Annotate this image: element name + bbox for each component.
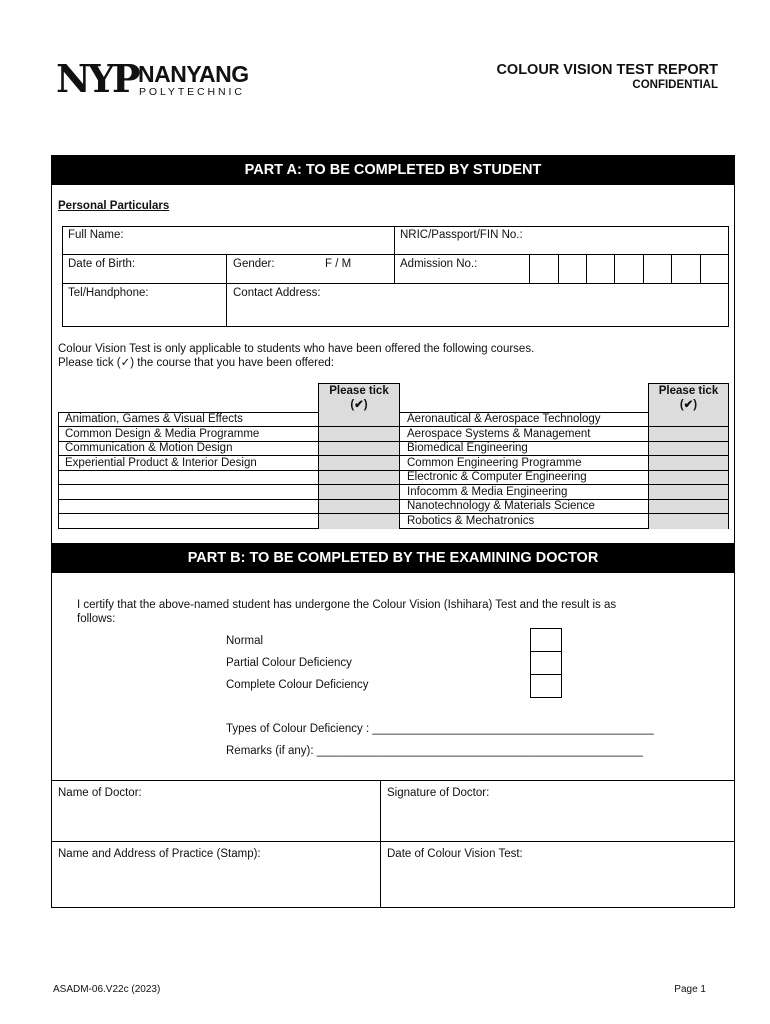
admission-no-field[interactable] bbox=[530, 256, 728, 282]
address-label: Contact Address: bbox=[233, 287, 321, 299]
tick-box-right-1[interactable] bbox=[649, 413, 728, 426]
gender-options[interactable]: F / M bbox=[325, 258, 352, 270]
form-code: ASADM-06.V22c (2023) bbox=[53, 984, 161, 995]
course-right-3: Biomedical Engineering bbox=[407, 442, 528, 454]
tick-box-right-7[interactable] bbox=[649, 500, 728, 513]
admission-label: Admission No.: bbox=[400, 258, 478, 270]
nanyang-logo-text: NANYANG bbox=[138, 61, 249, 87]
doctor-name-field[interactable] bbox=[53, 802, 378, 840]
course-right-2: Aerospace Systems & Management bbox=[407, 428, 591, 440]
address-field[interactable] bbox=[228, 302, 728, 326]
nyp-logo-mark: NYP bbox=[56, 56, 138, 101]
tick-box-left-4[interactable] bbox=[319, 456, 399, 469]
note-line-2: Please tick (✓) the course that you have been offered: bbox=[58, 357, 334, 369]
practice-field[interactable] bbox=[53, 864, 378, 906]
doctor-signature-field[interactable] bbox=[382, 802, 733, 840]
course-left-2: Common Design & Media Programme bbox=[65, 428, 260, 440]
personal-particulars-heading: Personal Particulars bbox=[58, 200, 170, 212]
practice-label: Name and Address of Practice (Stamp): bbox=[58, 848, 261, 860]
test-date-field[interactable] bbox=[382, 864, 733, 906]
tick-box-right-3[interactable] bbox=[649, 442, 728, 455]
tick-box-left-1[interactable] bbox=[319, 413, 399, 426]
tick-box-left-3[interactable] bbox=[319, 442, 399, 455]
course-left-3: Communication & Motion Design bbox=[65, 442, 233, 454]
part-b-title: PART B: TO BE COMPLETED BY THE EXAMINING DOCTOR bbox=[51, 543, 735, 573]
result-normal-label: Normal bbox=[226, 635, 264, 647]
tel-field[interactable] bbox=[64, 302, 224, 326]
course-left-4: Experiential Product & Interior Design bbox=[65, 457, 257, 469]
result-complete-label: Complete Colour Deficiency bbox=[226, 679, 369, 691]
course-right-1: Aeronautical & Aerospace Technology bbox=[407, 413, 601, 425]
note-line-1: Colour Vision Test is only applicable to students who have been offered the following courses. bbox=[58, 343, 535, 355]
full-name-field[interactable] bbox=[150, 228, 390, 252]
nric-field[interactable] bbox=[540, 228, 726, 252]
test-date-label: Date of Colour Vision Test: bbox=[387, 848, 523, 860]
confidential-label: CONFIDENTIAL bbox=[632, 79, 718, 91]
tick-symbol-right: (✔) bbox=[679, 399, 698, 411]
doctor-signature-label: Signature of Doctor: bbox=[387, 787, 490, 799]
page-number: Page 1 bbox=[674, 984, 706, 995]
result-complete-checkbox[interactable] bbox=[530, 674, 562, 698]
types-of-deficiency-field[interactable]: Types of Colour Deficiency : ____________________________________________ bbox=[226, 723, 654, 735]
gender-label: Gender: bbox=[233, 258, 275, 270]
tick-box-right-8[interactable] bbox=[649, 514, 728, 527]
course-right-7: Nanotechnology & Materials Science bbox=[407, 500, 595, 512]
course-right-6: Infocomm & Media Engineering bbox=[407, 486, 568, 498]
certify-line-2: follows: bbox=[77, 613, 116, 625]
course-left-1: Animation, Games & Visual Effects bbox=[65, 413, 243, 425]
full-name-label: Full Name: bbox=[68, 229, 124, 241]
polytechnic-logo-text: POLYTECHNIC bbox=[139, 86, 245, 98]
nric-label: NRIC/Passport/FIN No.: bbox=[400, 229, 523, 241]
tick-box-right-2[interactable] bbox=[649, 427, 728, 440]
remarks-field[interactable]: Remarks (if any): ___________________________________________________ bbox=[226, 745, 643, 757]
result-partial-checkbox[interactable] bbox=[530, 651, 562, 675]
certify-line-1: I certify that the above-named student has undergone the Colour Vision (Ishihara) Test and the result is as bbox=[77, 599, 617, 611]
tel-label: Tel/Handphone: bbox=[68, 287, 149, 299]
tick-box-right-5[interactable] bbox=[649, 471, 728, 484]
tick-symbol-left: (✔) bbox=[350, 399, 368, 411]
result-partial-label: Partial Colour Deficiency bbox=[226, 657, 352, 669]
course-right-5: Electronic & Computer Engineering bbox=[407, 471, 587, 483]
please-tick-label-left: Please tick bbox=[329, 385, 389, 397]
report-title: COLOUR VISION TEST REPORT bbox=[496, 62, 718, 78]
dob-label: Date of Birth: bbox=[68, 258, 136, 270]
tick-box-left-2[interactable] bbox=[319, 427, 399, 440]
tick-box-right-4[interactable] bbox=[649, 456, 728, 469]
part-a-title: PART A: TO BE COMPLETED BY STUDENT bbox=[51, 155, 735, 185]
course-right-8: Robotics & Mechatronics bbox=[407, 515, 535, 527]
result-normal-checkbox[interactable] bbox=[530, 628, 562, 652]
tick-box-right-6[interactable] bbox=[649, 485, 728, 498]
doctor-name-label: Name of Doctor: bbox=[58, 787, 142, 799]
dob-field[interactable] bbox=[150, 256, 224, 282]
course-right-4: Common Engineering Programme bbox=[407, 457, 582, 469]
please-tick-label-right: Please tick bbox=[658, 385, 719, 397]
